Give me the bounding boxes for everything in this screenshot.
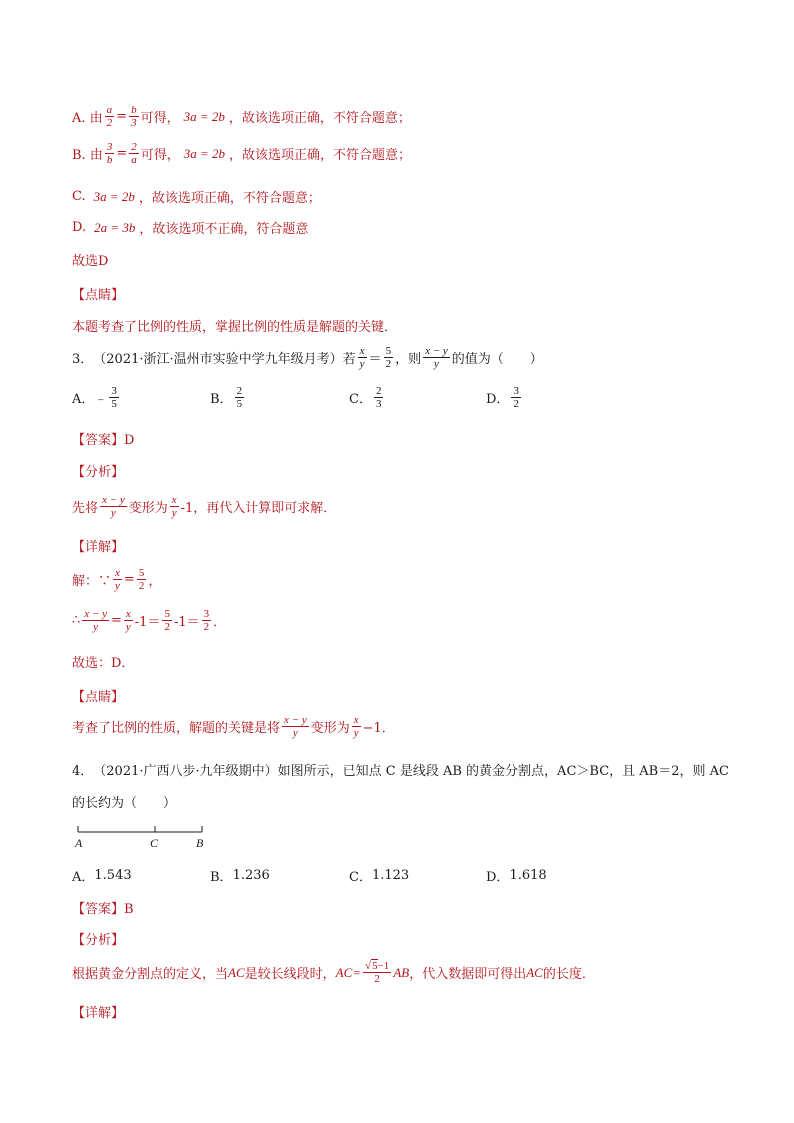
q3-comment-text <box>72 714 395 739</box>
option-d-expr: 2a = 3b <box>94 219 136 235</box>
q4-option-b[interactable] <box>210 866 270 885</box>
option-value: 1.543 <box>94 868 132 883</box>
analysis-choice: 故选D <box>72 254 109 269</box>
comment-heading: 【点睛】 <box>72 288 125 303</box>
q4-option-d[interactable] <box>486 866 547 885</box>
comment-text: −1． <box>362 721 395 736</box>
question-3-stem <box>72 345 543 370</box>
analysis-option-a <box>72 104 411 129</box>
analysis-text: 先将 <box>72 501 99 516</box>
q3-analysis-text <box>72 494 336 519</box>
option-fraction: $\frac{2}{5}$ <box>236 385 243 410</box>
option-fraction: $\frac{2}{3}$ <box>375 385 382 410</box>
q3-solution-line-2 <box>72 608 226 633</box>
equals-sign: = <box>116 146 128 161</box>
option-label: C． <box>349 392 372 407</box>
q3-detail-heading: 【详解】 <box>72 540 125 555</box>
q3-solution-line-1 <box>72 567 161 592</box>
solution-text: 解：∵ <box>72 574 112 589</box>
option-a-mid: 可得， <box>140 111 180 126</box>
solution-text: -1＝ <box>173 615 200 630</box>
sqrt-icon: √ <box>365 960 372 972</box>
fraction-x-over-y: $\frac{x}{y}$ <box>353 714 359 739</box>
equals-sign: = <box>116 109 128 124</box>
option-a-expr: 3a = 2b <box>183 108 225 124</box>
option-label: A． <box>72 870 95 885</box>
fraction-5-over-2: $\frac{5}{2}$ <box>385 345 392 370</box>
math-ab: AB <box>393 964 410 980</box>
stem-text: 若 <box>342 352 356 367</box>
math-ac-eq: AC= <box>335 964 362 980</box>
option-b-mid: 可得， <box>140 148 180 163</box>
fraction-5-over-2: $\frac{5}{2}$ <box>138 567 145 592</box>
fraction-x-over-y: $\frac{x}{y}$ <box>359 345 365 370</box>
fraction-x-over-y: $\frac{x}{y}$ <box>125 608 131 633</box>
fraction-a-over-2: $\frac{a}{2}$ <box>106 104 113 129</box>
option-fraction: $\frac{3}{2}$ <box>513 385 519 410</box>
option-label: D． <box>486 870 510 885</box>
q3-option-b[interactable] <box>210 385 246 410</box>
option-value: 1.618 <box>509 868 547 883</box>
fraction-3-over-2: $\frac{3}{2}$ <box>203 608 210 633</box>
segment-figure <box>72 820 212 856</box>
q3-analysis-heading: 【分析】 <box>72 465 125 480</box>
q4-option-a[interactable] <box>72 866 132 885</box>
option-c-tail: ，故该选项正确，不符合题意； <box>138 191 321 206</box>
q3-answer: 【答案】D <box>72 433 135 448</box>
option-c-expr: 3a = 2b <box>93 188 135 204</box>
math-ac: AC <box>228 964 245 980</box>
question-4-stem-line-2: 的长约为（ ） <box>72 796 177 811</box>
solution-text: ， <box>148 574 162 589</box>
fraction-3-over-b: $\frac{3}{b}$ <box>106 141 113 166</box>
option-d-prefix: D. <box>72 220 87 235</box>
q3-comment-heading: 【点睛】 <box>72 690 125 705</box>
analysis-text: 的长度． <box>542 967 595 982</box>
solution-text: -1＝ <box>134 615 161 630</box>
stem-text: ，则 <box>395 352 422 367</box>
analysis-text: -1，再代入计算即可求解． <box>180 501 337 516</box>
comment-text: 考查了比例的性质，解题的关键是将 <box>72 721 281 736</box>
question-4-stem-line-1 <box>72 760 729 779</box>
equals-sign: = <box>110 613 122 628</box>
option-value: 1.123 <box>371 868 410 883</box>
point-label-a: A <box>75 836 83 850</box>
fraction-x-over-y: $\frac{x}{y}$ <box>115 567 120 592</box>
fraction-x-over-y: $\frac{x}{y}$ <box>171 494 177 519</box>
analysis-option-d <box>72 218 308 237</box>
question-number: 3． <box>72 352 94 367</box>
fraction-b-over-3: $\frac{b}{3}$ <box>131 104 137 129</box>
fraction-x-minus-y-over-y: $\frac{x - y}{y}$ <box>284 714 307 739</box>
q3-option-a[interactable] <box>72 385 121 410</box>
solution-text: ． <box>213 615 227 630</box>
option-label: D． <box>486 392 510 407</box>
option-label: C． <box>349 870 372 885</box>
option-label: B． <box>210 392 233 407</box>
question-source: （2021·广西八步·九年级期中） <box>93 764 278 779</box>
question-number: 4． <box>72 764 94 779</box>
analysis-option-b <box>72 141 411 166</box>
solution-text: ∴ <box>72 613 81 628</box>
option-label: B． <box>210 870 233 885</box>
q3-option-d[interactable] <box>486 385 523 410</box>
fraction-x-minus-y-over-y: $\frac{x - y}{y}$ <box>425 345 448 370</box>
q4-answer: 【答案】B <box>72 902 134 917</box>
stem-text: 的值为（ ） <box>451 352 543 367</box>
option-c-prefix: C. <box>72 189 86 204</box>
stem-text: 如图所示，已知点 C 是线段 AB 的黄金分割点，AC＞BC，且 AB＝2，则 AC <box>277 764 729 779</box>
option-b-expr: 3a = 2b <box>183 145 226 161</box>
option-a-tail: ，故该选项正确，不符合题意； <box>228 111 411 126</box>
fraction-5-over-2: $\frac{5}{2}$ <box>164 608 170 633</box>
fraction-2-over-a: $\frac{2}{a}$ <box>131 141 137 166</box>
analysis-text: 根据黄金分割点的定义，当 <box>72 967 229 982</box>
equals-sign: = <box>123 572 135 587</box>
point-label-b: B <box>196 836 204 850</box>
option-sign: ﹣ <box>94 392 108 407</box>
math-ac: AC <box>526 964 543 980</box>
point-label-c: C <box>150 836 159 850</box>
fraction-golden-ratio: $\frac{√5-1}{2}$ <box>365 960 390 985</box>
equals-sign: ＝ <box>368 352 382 367</box>
option-value: 1.236 <box>232 868 270 883</box>
q3-option-c[interactable] <box>349 385 385 410</box>
option-b-tail: ，故该选项正确，不符合题意； <box>229 148 412 163</box>
analysis-option-c <box>72 187 321 206</box>
fraction-x-minus-y-over-y: $\frac{x - y}{y}$ <box>84 608 107 633</box>
option-a-prefix: A. 由 <box>72 111 103 126</box>
option-b-prefix: B. 由 <box>72 148 103 163</box>
question-source: （2021·浙江·温州市实验中学九年级月考） <box>93 352 343 367</box>
q4-analysis-text <box>72 960 595 985</box>
option-label: A． <box>72 392 95 407</box>
option-fraction: $\frac{3}{5}$ <box>111 385 117 410</box>
analysis-text: ，代入数据即可得出 <box>409 967 527 982</box>
analysis-text: 变形为 <box>128 501 168 516</box>
comment-text: 变形为 <box>310 721 350 736</box>
option-d-tail: ，故该选项不正确，符合题意 <box>139 222 309 237</box>
comment-text: 本题考查了比例的性质，掌握比例的性质是解题的关键． <box>72 320 398 335</box>
fraction-x-minus-y-over-y: $\frac{x - y}{y}$ <box>102 494 125 519</box>
analysis-text: 是较长线段时， <box>244 967 336 982</box>
q4-option-c[interactable] <box>349 866 409 885</box>
q4-detail-heading: 【详解】 <box>72 1006 125 1021</box>
q3-choice: 故选：D． <box>72 656 135 671</box>
q4-analysis-heading: 【分析】 <box>72 933 125 948</box>
